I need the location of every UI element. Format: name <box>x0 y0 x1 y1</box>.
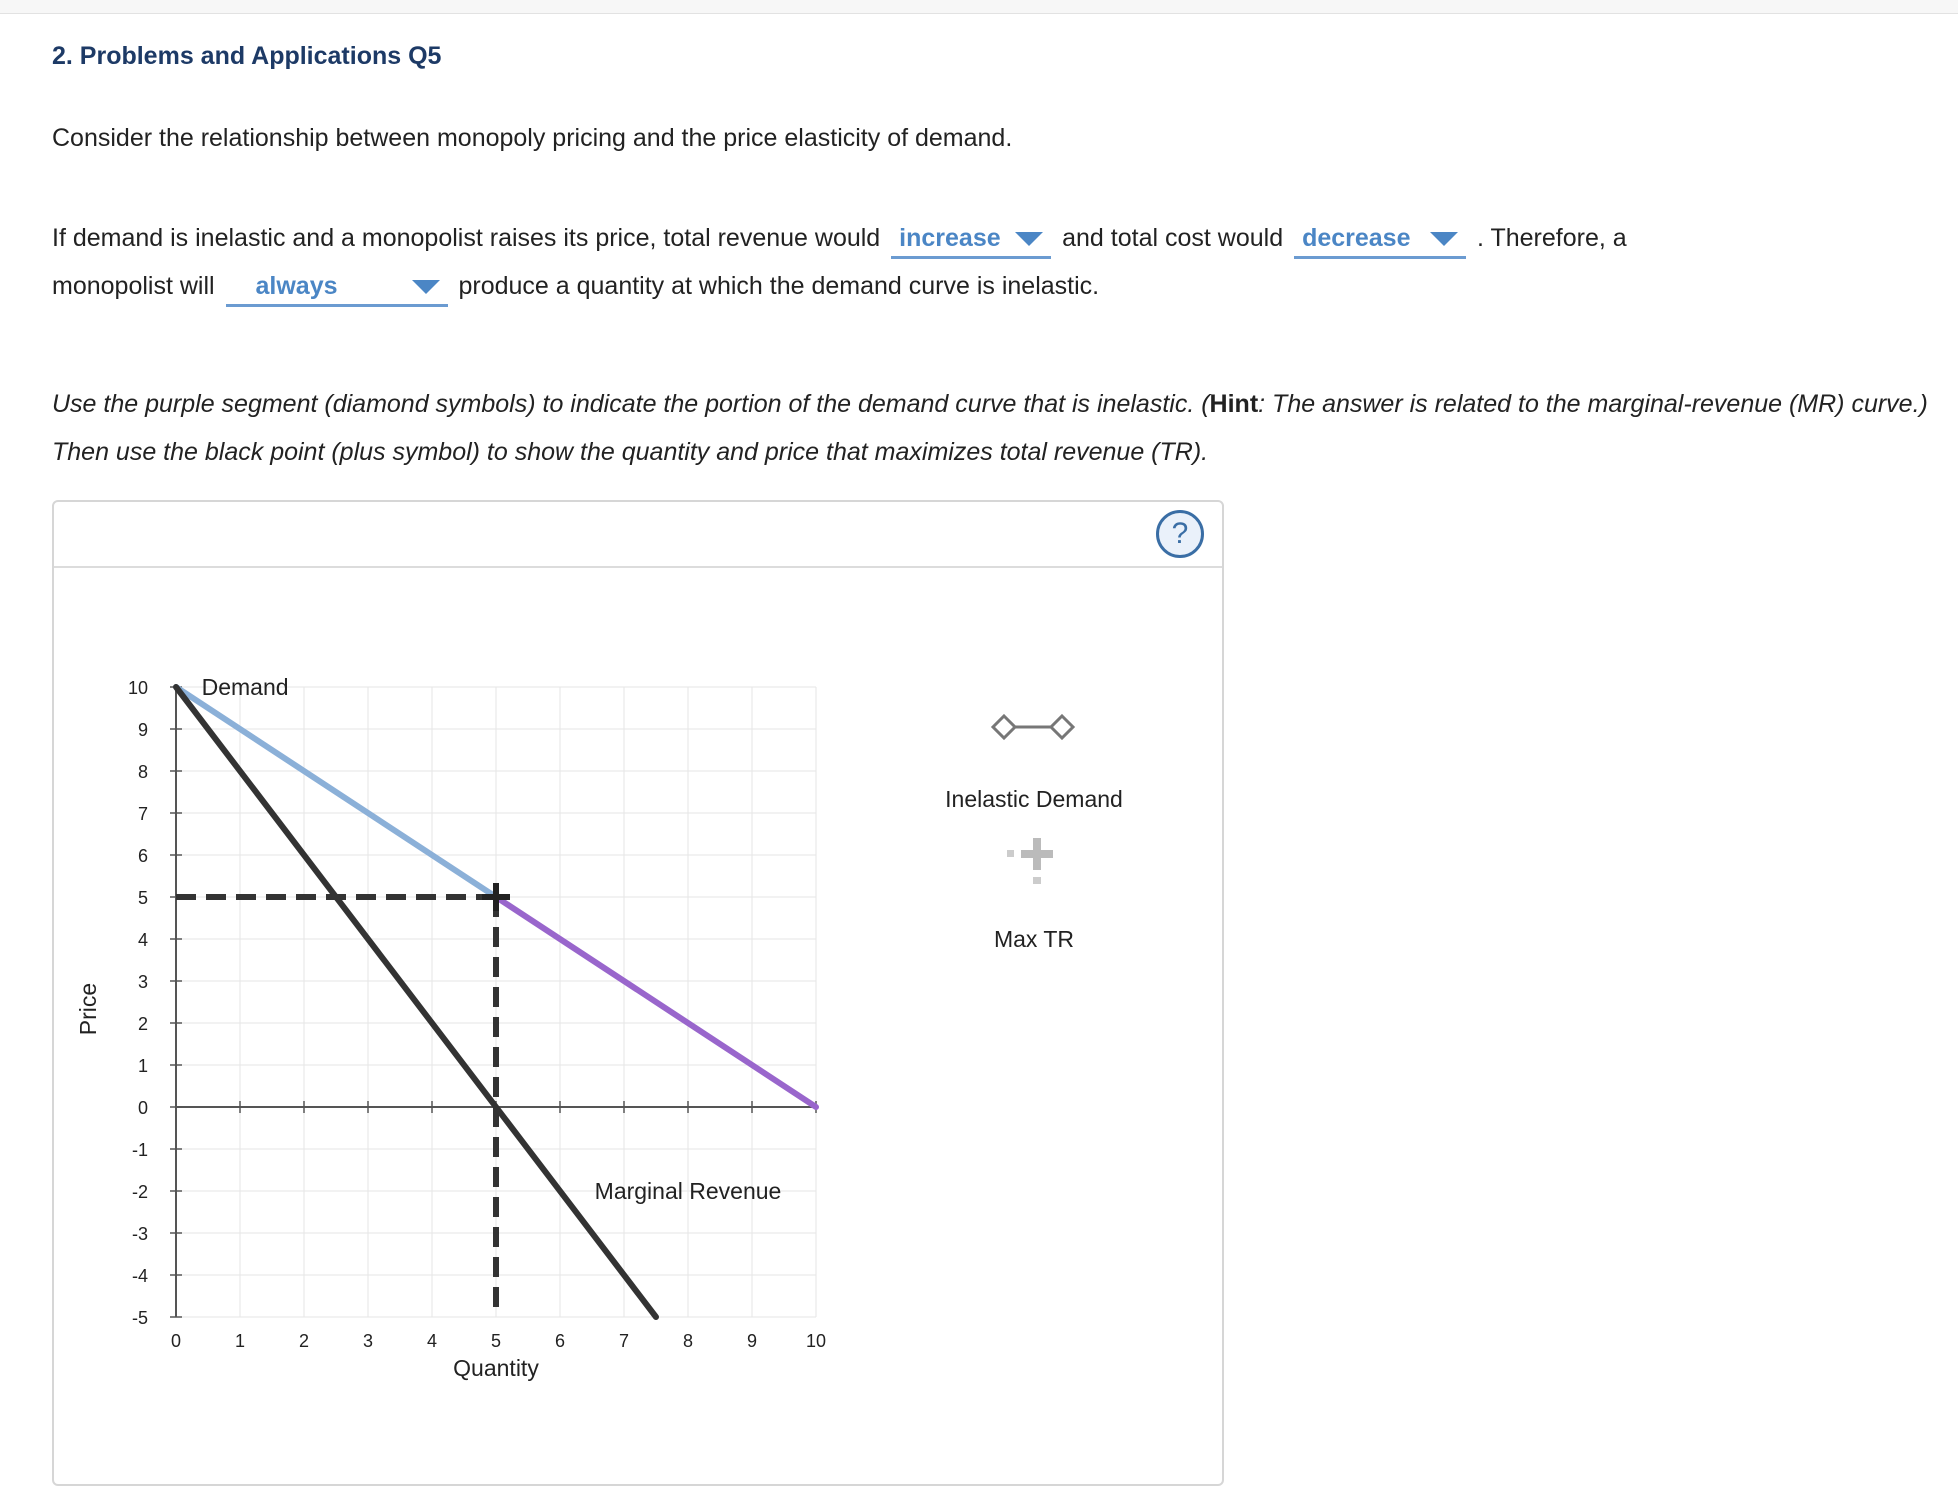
y-tick-label: 1 <box>137 1056 148 1076</box>
y-tick-label: 0 <box>137 1098 148 1118</box>
y-tick-label: 4 <box>137 930 148 950</box>
demand-label: Demand <box>201 674 289 700</box>
max-tr-label: Max TR <box>993 926 1075 952</box>
hint-part-1: Use the purple segment (diamond symbols) to indicate the portion of the demand curve that is inelastic. ( <box>52 390 1210 418</box>
marginal-revenue-label: Marginal Revenue <box>594 1178 782 1204</box>
y-axis-label: Price <box>75 982 101 1036</box>
sentence-part-2: and total cost would <box>1062 224 1284 252</box>
top-border <box>0 0 1958 14</box>
chevron-down-icon <box>1430 232 1458 246</box>
x-axis-label: Quantity <box>453 1355 539 1381</box>
x-tick-label: 7 <box>618 1331 630 1351</box>
x-tick-label: 1 <box>234 1331 246 1351</box>
marginal-revenue-curve <box>176 687 656 1317</box>
total-revenue-dropdown-value: increase <box>899 224 1001 252</box>
x-tick-label: 8 <box>682 1331 694 1351</box>
x-tick-label: 9 <box>746 1331 758 1351</box>
graph-canvas[interactable] <box>54 502 1222 1484</box>
tick-labels <box>128 678 826 1351</box>
chevron-down-icon <box>1015 232 1043 246</box>
y-tick-label: -1 <box>131 1140 148 1160</box>
inelastic-demand-tool[interactable] <box>993 716 1073 738</box>
y-tick-label: -3 <box>131 1224 148 1244</box>
x-tick-label: 0 <box>170 1331 182 1351</box>
demand-curve <box>176 687 496 897</box>
total-revenue-dropdown[interactable] <box>891 220 1051 259</box>
hint-part-2: : The answer is related to the marginal-revenue (MR) curve.) Then use the black point (plus symbol) to show the quantity and price that maximizes total revenue (TR). <box>52 390 1928 466</box>
help-icon[interactable]: ? <box>1156 510 1204 558</box>
y-tick-label: 2 <box>137 1014 148 1034</box>
y-tick-label: 10 <box>127 678 148 698</box>
x-tick-label: 3 <box>362 1331 374 1351</box>
instructions <box>52 380 1932 476</box>
x-tick-label: 10 <box>805 1331 827 1351</box>
x-tick-label: 2 <box>298 1331 310 1351</box>
monopolist-dropdown[interactable] <box>226 268 448 307</box>
y-tick-label: -2 <box>131 1182 148 1202</box>
y-tick-label: 3 <box>137 972 148 992</box>
monopolist-dropdown-value: always <box>255 272 338 300</box>
x-tick-label: 5 <box>490 1331 502 1351</box>
sentence-part-3: . Therefore, a <box>1477 224 1627 252</box>
max-tr-tool[interactable] <box>1007 838 1053 884</box>
y-tick-label: 6 <box>137 846 148 866</box>
sentence-part-4: monopolist will <box>52 272 215 300</box>
x-tick-label: 4 <box>426 1331 438 1351</box>
question-title: 2. Problems and Applications Q5 <box>52 42 442 70</box>
graph-panel <box>52 500 1224 1486</box>
sentence-part-5: produce a quantity at which the demand curve is inelastic. <box>458 272 1100 300</box>
question-intro: Consider the relationship between monopoly pricing and the price elasticity of demand. <box>52 124 1013 152</box>
y-tick-label: 9 <box>137 720 148 740</box>
plus-icon-bar <box>482 894 510 900</box>
y-tick-label: 7 <box>137 804 148 824</box>
question-sentence <box>52 214 1912 310</box>
total-cost-dropdown-value: decrease <box>1302 224 1411 252</box>
y-tick-label: -5 <box>131 1308 148 1328</box>
y-tick-label: -4 <box>131 1266 148 1286</box>
x-tick-label: 6 <box>554 1331 566 1351</box>
sentence-part-1: If demand is inelastic and a monopolist raises its price, total revenue would <box>52 224 881 252</box>
diamond-icon <box>993 716 1015 738</box>
y-tick-label: 5 <box>137 888 148 908</box>
diamond-icon <box>1051 716 1073 738</box>
y-tick-label: 8 <box>137 762 148 782</box>
hint-bold: Hint <box>1209 390 1259 418</box>
inelastic-demand-segment[interactable] <box>496 897 816 1107</box>
inelastic-demand-label: Inelastic Demand <box>945 786 1123 812</box>
total-cost-dropdown[interactable] <box>1294 220 1466 259</box>
chevron-down-icon <box>412 280 440 294</box>
